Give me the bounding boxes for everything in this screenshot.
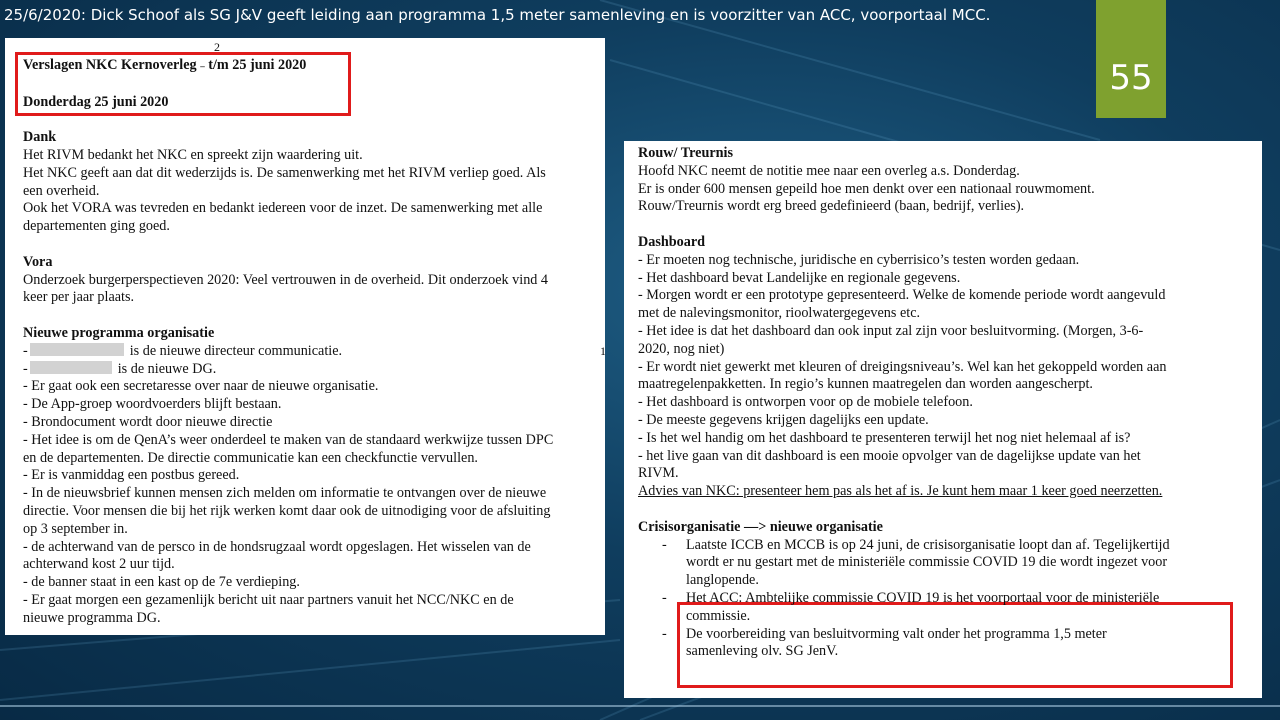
text-line: - De App-groep woordvoerders blijft bestaan. (23, 396, 282, 413)
text-line: - Het dashboard bevat Landelijke en regionale gegevens. (638, 269, 961, 286)
text-line: - het live gaan van dit dashboard is een mooie opvolger van de dagelijkse update van het (638, 447, 1141, 464)
text-line: - Het dashboard is ontworpen voor op de mobiele telefoon. (638, 394, 973, 411)
slide-number-box (1096, 0, 1166, 118)
text-line: - de achterwand van de persco in de hondsrugzaal wordt opgeslagen. Het wisselen van de (23, 538, 531, 555)
list-item: - Het ACC: Ambtelijke commissie COVID 19 is het voorportaal voor de ministeriële commissie. (662, 589, 1160, 624)
text-line: op 3 september in. (23, 520, 128, 537)
section-title-vora: Vora (23, 253, 53, 270)
list-item: - De voorbereiding van besluitvorming valt onder het programma 1,5 meter samenleving olv. SG JenV. (662, 625, 1107, 660)
text-line: directie. Voor mensen die bij het rijk werken komt daar ook de uitnodiging voor de afsluiting (23, 502, 551, 519)
text-line: - Er gaat ook een secretaresse over naar de nieuwe organisatie. (23, 378, 379, 395)
slide-title: 25/6/2020: Dick Schoof als SG J&V geeft leiding aan programma 1,5 meter samenleving en is voorzitter van ACC, voorportaal MCC. (4, 6, 991, 24)
page-mark: 2 (214, 40, 220, 54)
slide-number: 55 (1109, 58, 1153, 98)
text-line: nieuwe programma DG. (23, 609, 161, 626)
text-line: Ook het VORA was tevreden en bedankt iedereen voor de inzet. De samenwerking met alle (23, 200, 543, 217)
text-line: RIVM. (638, 465, 679, 482)
text-line: - Er moeten nog technische, juridische en cyberrisico’s testen worden gedaan. (638, 251, 1080, 268)
section-title-rouw: Rouw/ Treurnis (638, 145, 733, 161)
text-line: maatregelenpakketten. In regio’s kunnen maatregelen dan worden aangescherpt. (638, 376, 1093, 393)
redacted-line: - is de nieuwe directeur communicatie. (23, 342, 343, 359)
report-title-suffix: t/m 25 juni 2020 (204, 57, 307, 73)
text-line: een overheid. (23, 182, 100, 199)
text-line: - Het idee is om de QenA’s weer onderdeel te maken van de standaard werkwijze tussen DPC (23, 431, 554, 448)
section-title-dashboard: Dashboard (638, 233, 706, 250)
redaction-block (30, 361, 112, 374)
text-line: Hoofd NKC neemt de notitie mee naar een overleg a.s. Donderdag. (638, 162, 1020, 179)
text-line: - Er wordt niet gewerkt met kleuren of dreigingsniveau’s. Wel kan het gekoppeld worden aan (638, 358, 1167, 375)
section-title-dank: Dank (23, 129, 57, 146)
list-item: - Laatste ICCB en MCCB is op 24 juni, de crisisorganisatie loopt dan af. Tegelijkertijd wordt er nu gestart met de ministeriële commissie COVID 19 die wordt ingezet voor langlopende. (662, 536, 1170, 589)
text-line: achterwand kost 2 uur tijd. (23, 556, 175, 573)
left-document-text (23, 57, 603, 628)
report-title: Verslagen NKC Kernoverleg (23, 57, 197, 73)
redaction-block (30, 343, 124, 356)
text-line: - de banner staat in een kast op de 7e verdieping. (23, 574, 300, 591)
text-line: Het NKC geeft aan dat dit wederzijds is. De samenwerking met het RIVM verliep goed. Als (23, 164, 546, 181)
text-line: Er is onder 600 mensen gepeild hoe men denkt over een nationaal rouwmoment. (638, 180, 1095, 197)
left-document-page (5, 38, 605, 635)
stray-mark: 1 (600, 344, 606, 358)
section-title-programma: Nieuwe programma organisatie (23, 324, 215, 341)
text-line: - Het idee is dat het dashboard dan ook input zal zijn voor besluitvorming. (Morgen, 3-6- (638, 322, 1144, 339)
heading-dash: – (200, 61, 205, 71)
text-line: - Morgen wordt er een prototype gepresenteerd. Welke de komende periode wordt aangevuld (638, 287, 1166, 304)
text-line: Onderzoek burgerperspectieven 2020: Veel vertrouwen in de overheid. Dit onderzoek vind 4 (23, 271, 549, 288)
report-date: Donderdag 25 juni 2020 (23, 93, 169, 110)
text-line: - De meeste gegevens krijgen dagelijks een update. (638, 411, 929, 428)
text-line: en de departementen. De directie communicatie kan een checkfunctie vervullen. (23, 449, 478, 466)
text-line: keer per jaar plaats. (23, 289, 135, 306)
text-line: departementen ging goed. (23, 218, 170, 235)
right-document-text (638, 145, 1254, 661)
text-line: - Er is vanmiddag een postbus gereed. (23, 467, 240, 484)
text-line: - In de nieuwsbrief kunnen mensen zich melden om informatie te ontvangen over de nieuwe (23, 485, 547, 502)
text-line: Het RIVM bedankt het NKC en spreekt zijn waardering uit. (23, 146, 363, 163)
text-line: - Brondocument wordt door nieuwe directie (23, 413, 273, 430)
text-line: 2020, nog niet) (638, 340, 725, 357)
text-line: met de nalevingsmonitor, rioolwatergegevens etc. (638, 305, 921, 322)
section-title-crisis: Crisisorganisatie —> nieuwe organisatie (638, 518, 883, 535)
text-line: - Er gaat morgen een gezamenlijk bericht uit naar partners vanuit het NCC/NKC en de (23, 591, 514, 608)
text-line: - Is het wel handig om het dashboard te presenteren terwijl het nog niet helemaal af is? (638, 429, 1131, 446)
text-line: Rouw/Treurnis wordt erg breed gedefinieerd (baan, bedrijf, verlies). (638, 198, 1025, 215)
redacted-line: - is de nieuwe DG. (23, 360, 217, 377)
right-document-page (624, 141, 1262, 698)
nkc-advice: Advies van NKC: presenteer hem pas als het af is. Je kunt hem maar 1 keer goed neerzetten. (638, 483, 1163, 500)
